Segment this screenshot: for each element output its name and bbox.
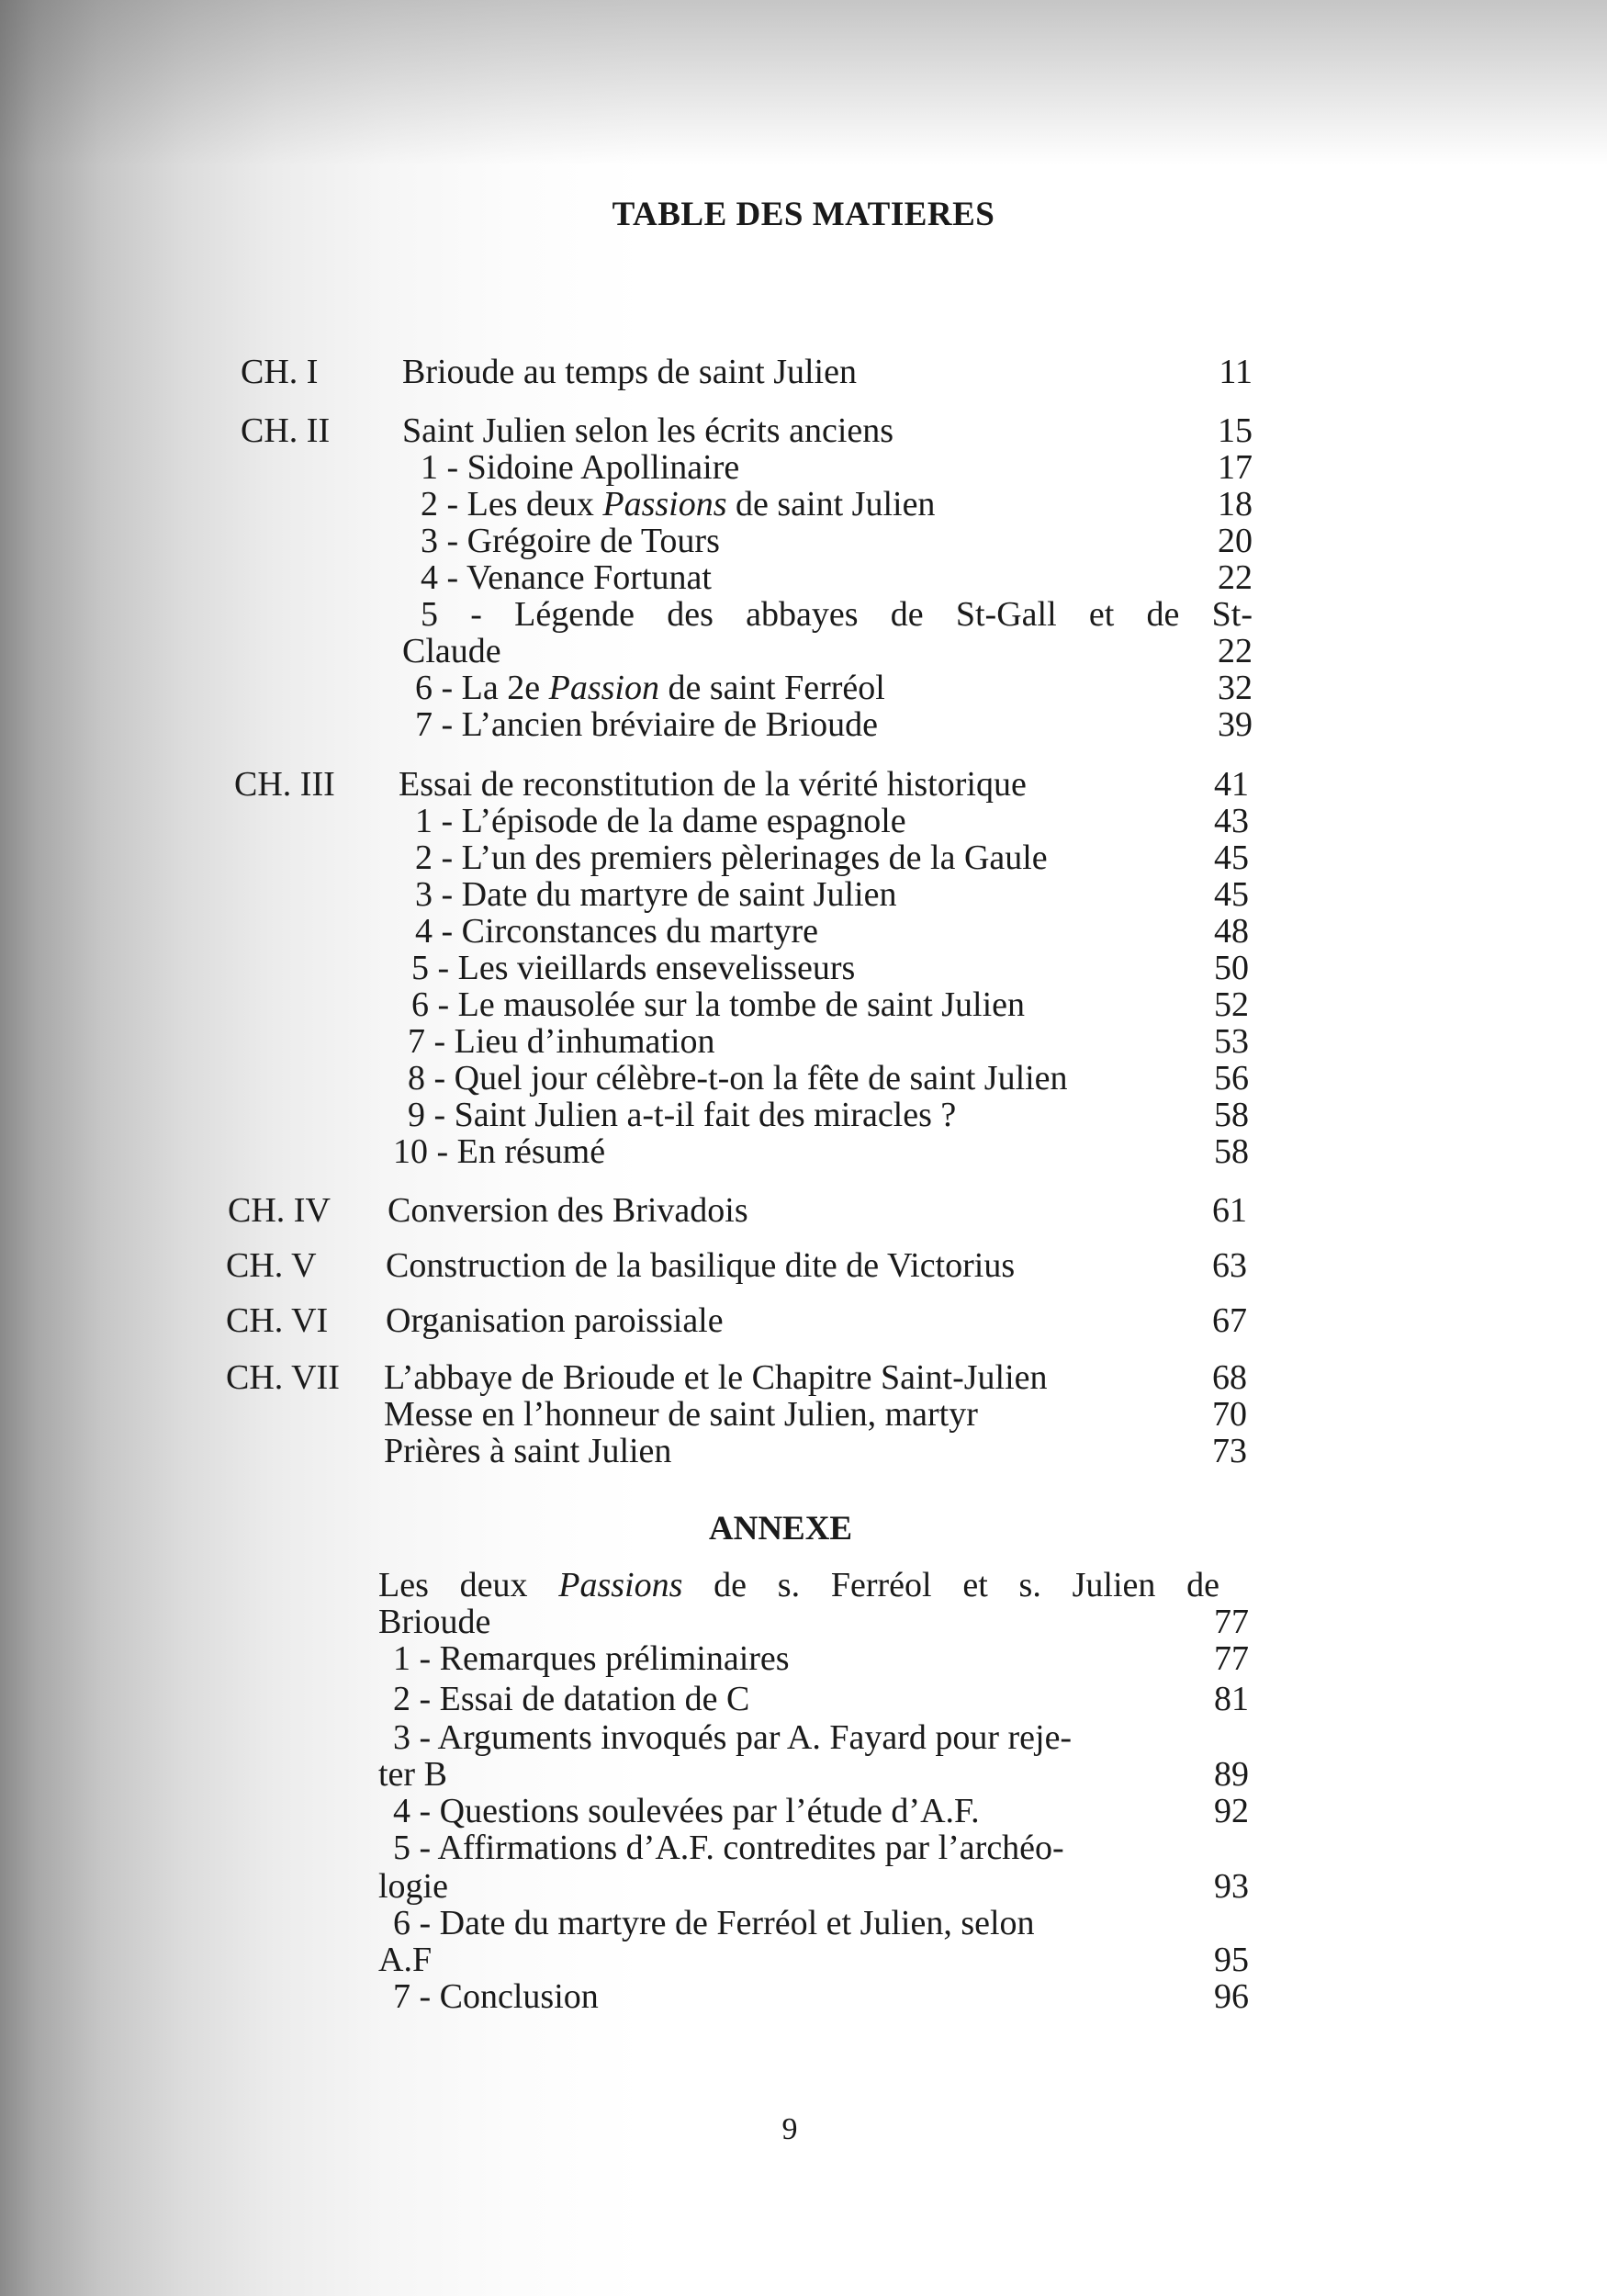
toc-entry-page: 11	[1219, 353, 1253, 391]
annexe-item-title: 4 - Questions soulevées par l’étude d’A.F.	[393, 1792, 980, 1830]
toc-subentry	[415, 704, 1253, 745]
toc-subentry-title: 10 - En résumé	[393, 1132, 606, 1171]
annexe-title: ANNEXE	[708, 1510, 853, 1548]
annexe-item	[393, 1638, 1249, 1679]
toc-entry	[386, 1245, 1247, 1286]
annexe-item-title-cont: logie	[378, 1867, 448, 1906]
annexe-item-title: 5 - Affirmations d’A.F. contredites par l’archéo-	[393, 1829, 1064, 1867]
annexe-item-page: 92	[1214, 1792, 1249, 1830]
toc-entry-title: Brioude au temps de saint Julien	[402, 353, 857, 391]
toc-subentry	[415, 874, 1249, 915]
toc-entry-title: Conversion des Brivadois	[388, 1191, 748, 1230]
annexe-item-title: 2 - Essai de datation de C	[393, 1680, 750, 1718]
toc-entry-title: Saint Julien selon les écrits anciens	[402, 411, 894, 450]
toc-subentry-title: 6 - Le mausolée sur la tombe de saint Julien	[411, 985, 1025, 1024]
toc-subentry-page: 22	[1218, 632, 1253, 670]
toc-subentry	[411, 985, 1249, 1025]
annexe-item	[393, 1976, 1249, 2017]
toc-subentry	[415, 801, 1249, 841]
annexe-intro	[378, 1565, 1219, 1605]
toc-subentry	[408, 1095, 1249, 1135]
toc-subentry-title: 7 - Lieu d’inhumation	[408, 1022, 715, 1061]
toc-subentry-page: 70	[1212, 1395, 1247, 1434]
toc-subentry-page: 56	[1214, 1059, 1249, 1097]
toc-subentry-title-cont: Claude	[402, 632, 501, 670]
toc-entry-title: Essai de reconstitution de la vérité historique	[399, 765, 1027, 804]
toc-entry-page: 68	[1212, 1358, 1247, 1397]
toc-subentry-page: 17	[1218, 448, 1253, 487]
toc-subentry-page: 58	[1214, 1132, 1249, 1171]
toc-subentry-title: 6 - La 2e Passion de saint Ferréol	[415, 669, 885, 707]
annexe-item	[393, 1791, 1249, 1831]
toc-subentry-continuation	[402, 631, 1253, 671]
toc-subentry	[421, 447, 1253, 488]
toc-entry	[386, 1300, 1247, 1341]
toc-subentry	[393, 1131, 1249, 1172]
annexe-item	[393, 1679, 1249, 1719]
annexe-intro-page: 77	[1214, 1603, 1249, 1641]
annexe-item-continuation	[378, 1940, 1249, 1980]
annexe-item-continuation	[378, 1866, 1249, 1907]
toc-entry-page: 63	[1212, 1246, 1247, 1285]
annexe-item	[393, 1903, 1249, 1943]
annexe-item-continuation	[378, 1754, 1249, 1795]
toc-subentry	[421, 521, 1253, 561]
annexe-intro-continuation	[378, 1602, 1249, 1642]
annexe-item-title: 6 - Date du martyre de Ferréol et Julien, selon	[393, 1904, 1035, 1942]
toc-subentry-title: 5 - Les vieillards ensevelisseurs	[411, 949, 856, 987]
chapter-label: CH. III	[234, 765, 335, 804]
toc-subentry-title: 3 - Grégoire de Tours	[421, 522, 720, 560]
toc-subentry-page: 32	[1218, 669, 1253, 707]
toc-subentry-title: 1 - Sidoine Apollinaire	[421, 448, 740, 487]
toc-entry-page: 15	[1218, 411, 1253, 450]
toc-subentry-page: 43	[1214, 802, 1249, 840]
toc-entry-title: Organisation paroissiale	[386, 1301, 724, 1340]
toc-subentry-page: 39	[1218, 705, 1253, 744]
toc-subentry	[415, 668, 1253, 708]
toc-subentry-page: 73	[1212, 1432, 1247, 1470]
chapter-label: CH. IV	[228, 1191, 331, 1230]
toc-subentry	[411, 948, 1249, 988]
toc-subentry	[384, 1431, 1247, 1471]
toc-subentry	[408, 1021, 1249, 1062]
toc-subentry-page: 18	[1218, 485, 1253, 523]
toc-subentry-page: 48	[1214, 912, 1249, 951]
annexe-item-title: 1 - Remarques préliminaires	[393, 1639, 790, 1678]
toc-entry	[384, 1357, 1247, 1398]
toc-subentry-page: 53	[1214, 1022, 1249, 1061]
toc-subentry-title: 9 - Saint Julien a-t-il fait des miracles ?	[408, 1096, 957, 1134]
toc-subentry-title: 4 - Circonstances du martyre	[415, 912, 818, 951]
annexe-item-page: 77	[1214, 1639, 1249, 1678]
toc-subentry-title: 4 - Venance Fortunat	[421, 558, 712, 597]
toc-entry	[388, 1190, 1247, 1231]
toc-entry	[402, 352, 1253, 392]
page-number: 9	[781, 2112, 798, 2146]
toc-subentry	[421, 594, 1253, 635]
annexe-item	[393, 1828, 1249, 1868]
annexe-item-page: 96	[1214, 1977, 1249, 2016]
toc-subentry-title: Messe en l’honneur de saint Julien, martyr	[384, 1395, 978, 1434]
toc-entry-title: Construction de la basilique dite de Victorius	[386, 1246, 1016, 1285]
annexe-item-title: 7 - Conclusion	[393, 1977, 599, 2016]
chapter-label: CH. V	[226, 1246, 317, 1285]
toc-subentry	[384, 1394, 1247, 1435]
chapter-label: CH. VI	[226, 1301, 329, 1340]
toc-subentry	[421, 484, 1253, 524]
page-title: TABLE DES MATIERES	[612, 196, 995, 233]
toc-subentry-title: 3 - Date du martyre de saint Julien	[415, 875, 897, 914]
toc-entry	[402, 411, 1253, 451]
chapter-label: CH. VII	[226, 1358, 340, 1397]
toc-subentry	[421, 557, 1253, 598]
toc-subentry-title: 7 - L’ancien bréviaire de Brioude	[415, 705, 879, 744]
toc-subentry-title: 1 - L’épisode de la dame espagnole	[415, 802, 906, 840]
annexe-item-page: 81	[1214, 1680, 1249, 1718]
annexe-item	[393, 1717, 1249, 1758]
toc-subentry	[408, 1058, 1249, 1098]
toc-subentry-page: 45	[1214, 875, 1249, 914]
toc-subentry	[415, 911, 1249, 951]
toc-subentry-title: 2 - Les deux Passions de saint Julien	[421, 485, 936, 523]
toc-subentry-title: 2 - L’un des premiers pèlerinages de la Gaule	[415, 838, 1048, 877]
annexe-intro-title-cont: Brioude	[378, 1603, 491, 1641]
toc-subentry-page: 50	[1214, 949, 1249, 987]
toc-subentry-page: 22	[1218, 558, 1253, 597]
toc-subentry-page: 58	[1214, 1096, 1249, 1134]
annexe-item-title-cont: ter B	[378, 1755, 447, 1794]
toc-subentry-title: 5 - Légende des abbayes de St-Gall et de St-	[421, 595, 1253, 634]
annexe-item-title-cont: A.F	[378, 1941, 433, 1979]
annexe-item-page: 89	[1214, 1755, 1249, 1794]
toc-entry-page: 41	[1214, 765, 1249, 804]
toc-entry	[399, 764, 1249, 805]
toc-subentry-title: Prières à saint Julien	[384, 1432, 672, 1470]
annexe-item-title: 3 - Arguments invoqués par A. Fayard pour reje-	[393, 1718, 1073, 1757]
toc-subentry	[415, 838, 1249, 878]
toc-subentry-page: 52	[1214, 985, 1249, 1024]
toc-entry-page: 61	[1212, 1191, 1247, 1230]
toc-entry-page: 67	[1212, 1301, 1247, 1340]
chapter-label: CH. II	[241, 411, 331, 450]
annexe-item-page: 93	[1214, 1867, 1249, 1906]
toc-subentry-page: 20	[1218, 522, 1253, 560]
toc-entry-title: L’abbaye de Brioude et le Chapitre Saint-Julien	[384, 1358, 1048, 1397]
toc-subentry-title: 8 - Quel jour célèbre-t-on la fête de saint Julien	[408, 1059, 1068, 1097]
chapter-label: CH. I	[241, 353, 319, 391]
toc-subentry-page: 45	[1214, 838, 1249, 877]
annexe-item-page: 95	[1214, 1941, 1249, 1979]
annexe-intro-title: Les deux Passions de s. Ferréol et s. Julien de	[378, 1566, 1219, 1604]
